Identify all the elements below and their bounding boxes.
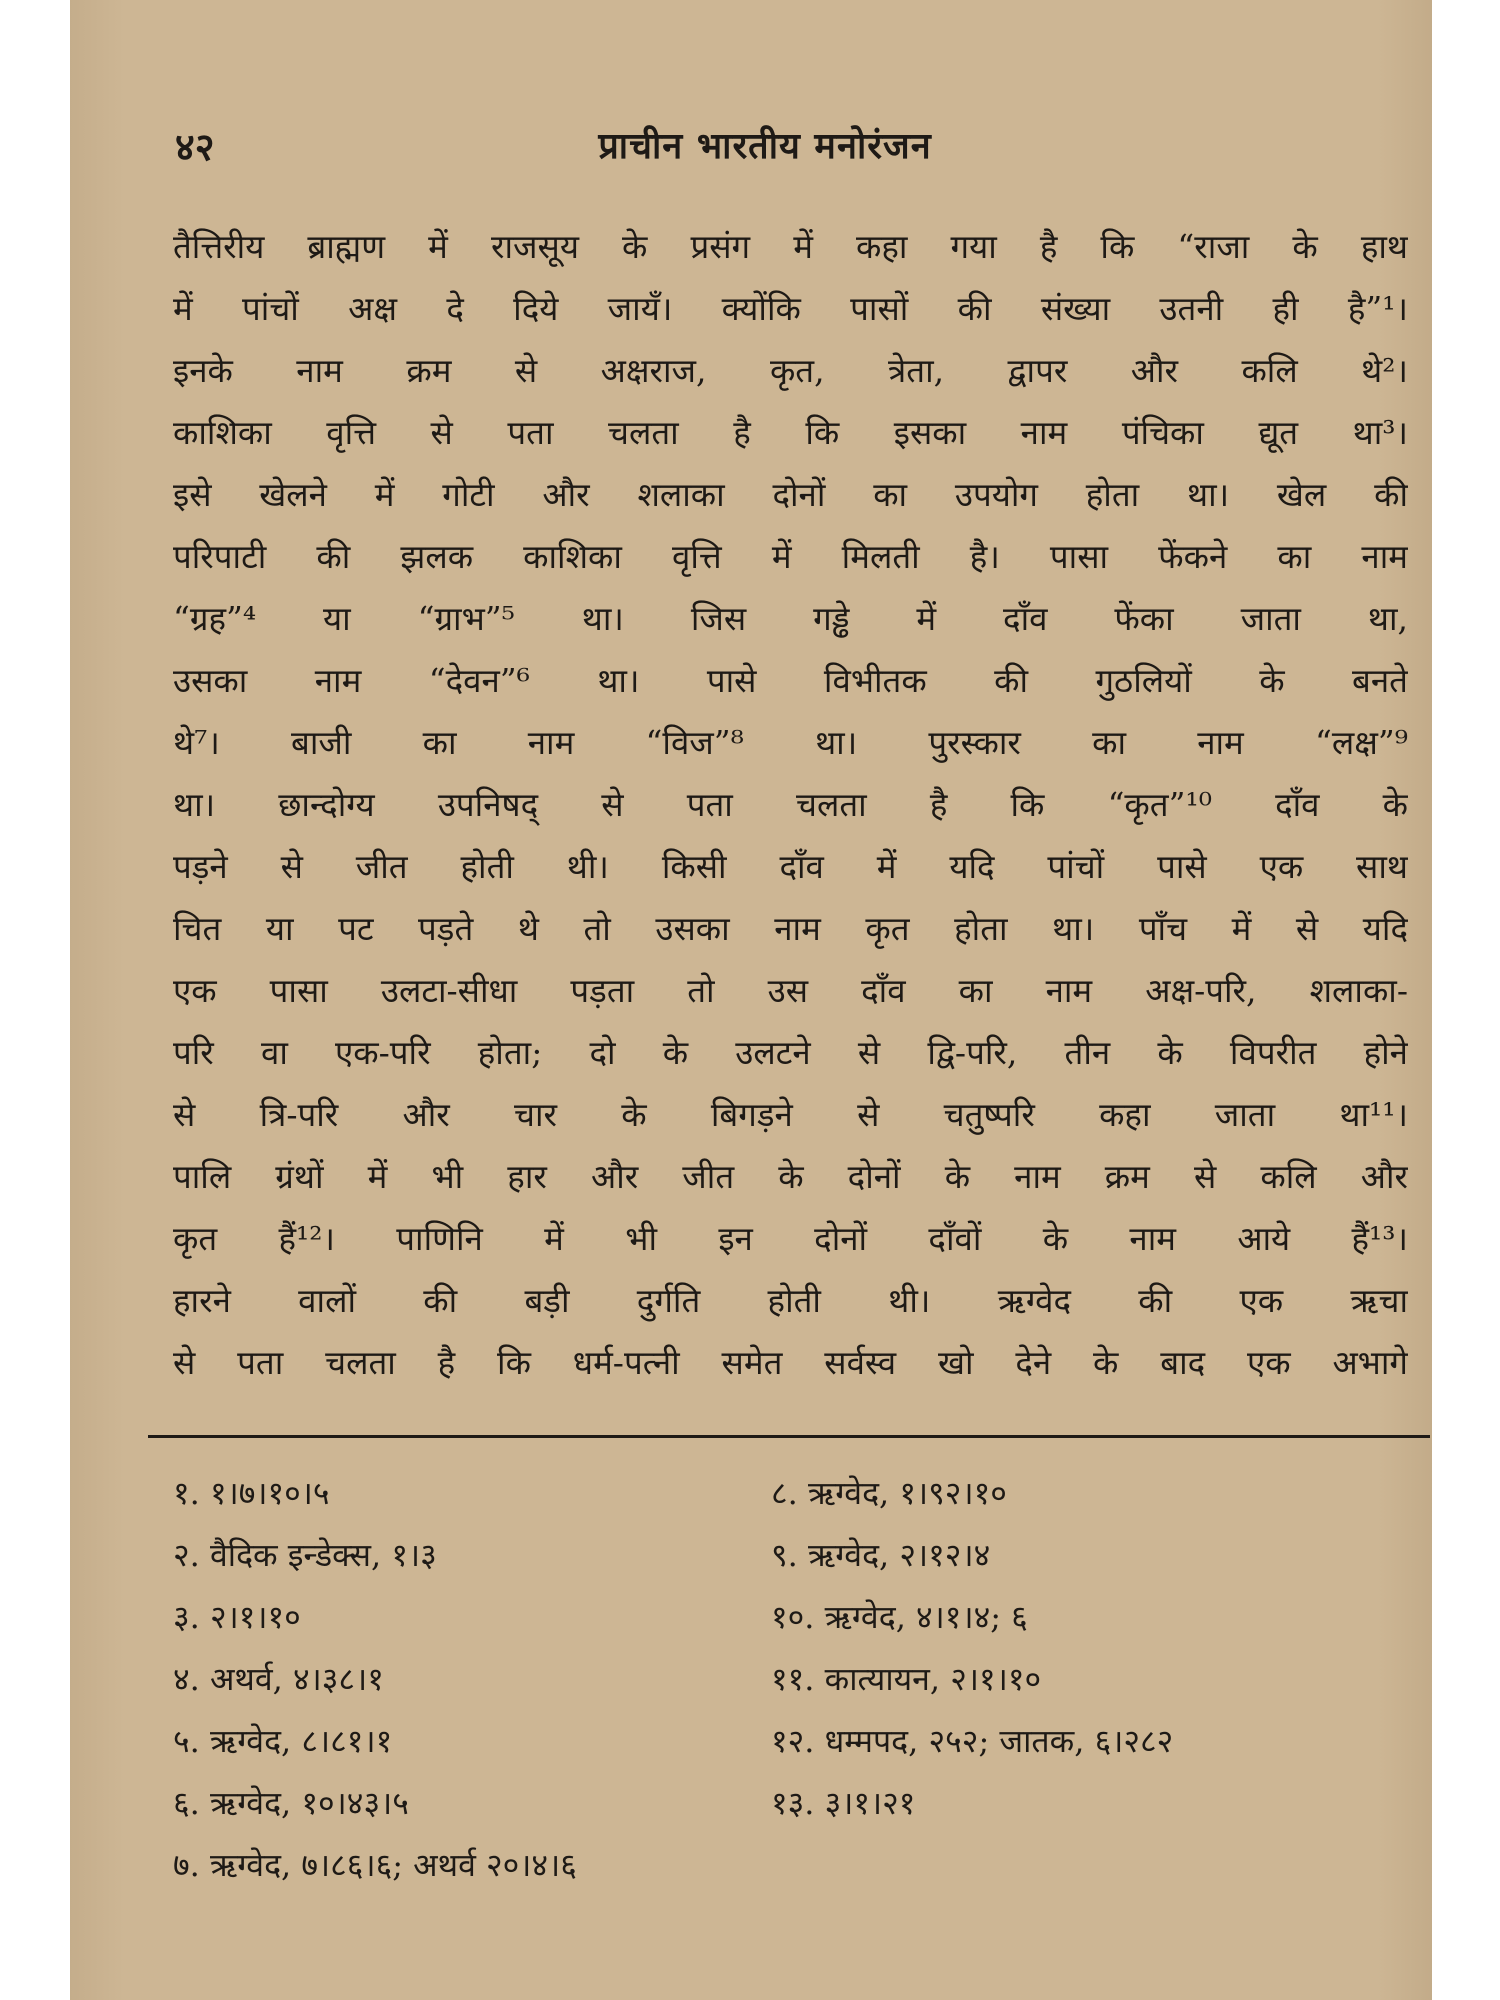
footnote-row (173, 1586, 1423, 1648)
footnote-12: १२. धम्मपद, २५२; जातक, ६।२८२ (771, 1722, 1174, 1760)
text-line: परि वा एक-परि होता; दो के उलटने से द्वि-परि, तीन के विपरीत होने (173, 1033, 1408, 1072)
footnote-2: २. वैदिक इन्डेक्स, १।३ (173, 1536, 437, 1574)
footnote-13: १३. ३।१।२१ (771, 1784, 916, 1822)
footnote-6: ६. ऋग्वेद, १०।४३।५ (173, 1784, 409, 1822)
footnote-8: ८. ऋग्वेद, १।९२।१० (771, 1474, 1007, 1512)
text-line: से त्रि-परि और चार के बिगड़ने से चतुष्परि कहा जाता था¹¹। (173, 1095, 1408, 1134)
footnote-row (173, 1710, 1423, 1772)
body-paragraph (173, 216, 1408, 1394)
text-line: पड़ने से जीत होती थी। किसी दाँव में यदि पांचों पासे एक साथ (173, 847, 1408, 886)
footnote-1: १. १।७।१०।५ (173, 1474, 330, 1512)
footnote-3: ३. २।१।१० (173, 1598, 301, 1636)
text-line: “ग्रह”⁴ या “ग्राभ”⁵ था। जिस गड्ढे में दाँव फेंका जाता था, (173, 599, 1408, 638)
text-line: से पता चलता है कि धर्म-पत्नी समेत सर्वस्व खो देने के बाद एक अभागे (173, 1343, 1408, 1382)
text-line: पालि ग्रंथों में भी हार और जीत के दोनों के नाम क्रम से कलि और (173, 1157, 1408, 1196)
text-line: उसका नाम “देवन”⁶ था। पासे विभीतक की गुठलियों के बनते (173, 661, 1408, 700)
text-line: इनके नाम क्रम से अक्षराज, कृत, त्रेता, द्वापर और कलि थे²। (173, 351, 1408, 390)
footnotes (173, 1462, 1423, 1896)
footnote-5: ५. ऋग्वेद, ८।८१।१ (173, 1722, 393, 1760)
book-page (70, 0, 1432, 2000)
text-line: में पांचों अक्ष दे दिये जायँ। क्योंकि पासों की संख्या उतनी ही है”¹। (173, 289, 1408, 328)
footnote-divider (148, 1435, 1430, 1438)
text-line: हारने वालों की बड़ी दुर्गति होती थी। ऋग्वेद की एक ऋचा (173, 1281, 1408, 1320)
footnote-4: ४. अथर्व, ४।३८।१ (173, 1660, 384, 1698)
footnote-7: ७. ऋग्वेद, ७।८६।६; अथर्व २०।४।६ (173, 1846, 577, 1884)
footnote-row (173, 1462, 1423, 1524)
text-line: तैत्तिरीय ब्राह्मण में राजसूय के प्रसंग में कहा गया है कि “राजा के हाथ (173, 227, 1408, 266)
footnote-row (173, 1834, 1423, 1896)
footnote-row (173, 1648, 1423, 1710)
footnote-row (173, 1524, 1423, 1586)
text-line: काशिका वृत्ति से पता चलता है कि इसका नाम पंचिका द्यूत था³। (173, 413, 1408, 452)
text-line: परिपाटी की झलक काशिका वृत्ति में मिलती है। पासा फेंकने का नाम (173, 537, 1408, 576)
running-title: प्राचीन भारतीय मनोरंजन (598, 125, 932, 167)
text-line: थे⁷। बाजी का नाम “विज”⁸ था। पुरस्कार का नाम “लक्ष”⁹ (173, 723, 1408, 762)
text-line: था। छान्दोग्य उपनिषद् से पता चलता है कि “कृत”¹⁰ दाँव के (173, 785, 1408, 824)
text-line: कृत हैं¹²। पाणिनि में भी इन दोनों दाँवों के नाम आये हैं¹³। (173, 1219, 1408, 1258)
text-line: चित या पट पड़ते थे तो उसका नाम कृत होता था। पाँच में से यदि (173, 909, 1408, 948)
text-line: एक पासा उलटा-सीधा पड़ता तो उस दाँव का नाम अक्ष-परि, शलाका- (173, 971, 1408, 1010)
footnote-9: ९. ऋग्वेद, २।१२।४ (771, 1536, 991, 1574)
page-header (175, 120, 1355, 176)
text-line: इसे खेलने में गोटी और शलाका दोनों का उपयोग होता था। खेल की (173, 475, 1408, 514)
page-number: ४२ (175, 124, 215, 169)
footnote-10: १०. ऋग्वेद, ४।१।४; ६ (771, 1598, 1028, 1636)
footnote-11: ११. कात्यायन, २।१।१० (771, 1660, 1042, 1698)
footnote-row (173, 1772, 1423, 1834)
